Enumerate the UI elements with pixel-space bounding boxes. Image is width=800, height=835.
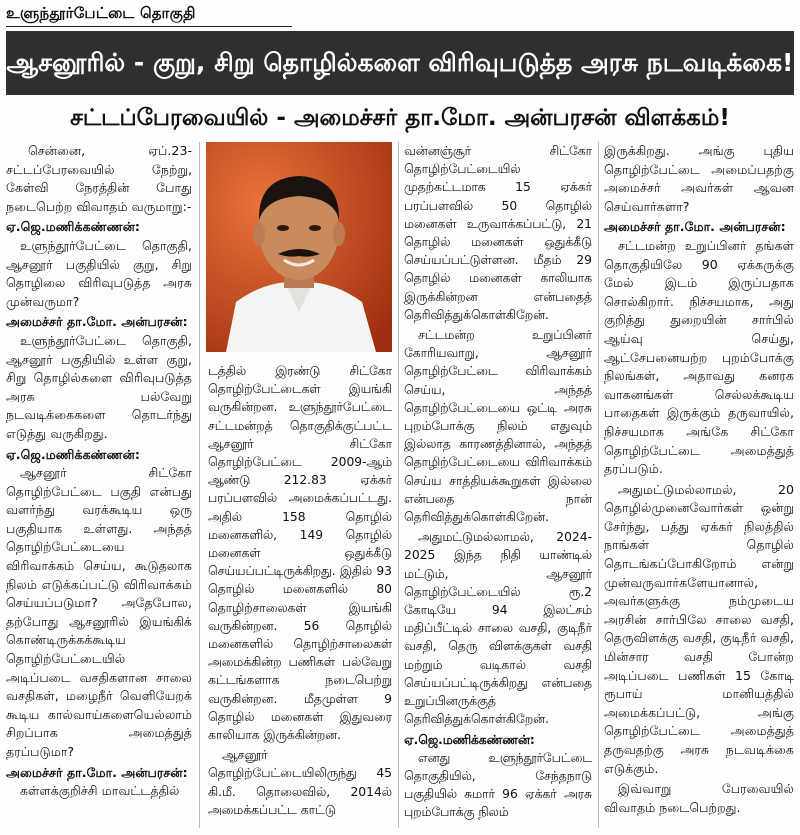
- paragraph: அதுமட்டுமல்லாமல், 2024-2025 இந்த நிதி யாண்டில் மட்டும், ஆசனூர் தொழிற்பேட்டையில் ரூ.2 கோடியே 94 இலட்சம் மதிப்பீட்டில் சாலை வசதி, குடிநீர் வசதி, தெரு விளக்குகள் வசதி மற்றும் வடிகால் வசதி செய்யப்பட்டிருக்கிறது என்பதை உறுப்பினருக்குத் தெரிவித்துக்கொள்கிறேன்.: [404, 530, 592, 727]
- speaker-label: ஏ.ஜெ.மணிக்கண்ணன்:: [6, 446, 140, 462]
- article-column-3: [404, 142, 592, 828]
- section-underline: [6, 26, 292, 27]
- paragraph: அதுமட்டுமல்லாமல், 20 தொழில்முனைவோர்கள் ஒன்று சேர்ந்து, பத்து ஏக்கர் நிலத்தில் நாங்கள் தொழில் தொடங்கப்போகிறோம் என்று முன்வருவார்களேயானால், அவர்களுக்கு நம்முடைய அரசின் சார்பிலே சாலை வசதி, தெருவிளக்கு வசதி, குடிநீர் வசதி, மின்சார வசதி போன்ற அடிப்படை பணிகள் 15 கோடி ரூபாய் மானியத்தில் அமைக்கப்பட்டு, அங்கு தொழிற்பேட்டை அமைத்துத் தருவதற்கு அரசு நடவடிக்கை எடுக்கும்.: [604, 481, 794, 776]
- paragraph: உளுந்தூர்பேட்டை தொகுதி, ஆசனூர் பகுதியில் உள்ள குறு, சிறு தொழில்களை விரிவுபடுத்த அரசு பல்வேறு நடவடிக்கைகளை தொடர்ந்து எடுத்து வருகிறது.: [6, 332, 192, 441]
- column-divider: [199, 142, 200, 828]
- article-column-1: [6, 142, 192, 828]
- subheadline: சட்டப்பேரவையில் - அமைச்சர் தா.மோ. அன்பரசன் விளக்கம்!: [70, 105, 730, 131]
- speaker-label: ஏ.ஜெ.மணிக்கண்ணன்:: [404, 732, 535, 747]
- portrait-illustration: [206, 142, 392, 352]
- paragraph: எனது உளுந்தூர்பேட்டை தொகுதியில், சேந்தநாடு பகுதியில் சுமார் 96 ஏக்கர் அரசு புறம்போக்கு நிலம்: [404, 750, 592, 820]
- paragraph: உளுந்தூர்பேட்டை தொகுதி, ஆசனூர் பகுதியில் குறு, சிறு தொழிலை விரிவுபடுத்த அரசு முன்வருமா?: [6, 237, 192, 309]
- paragraph: கள்ளக்குறிச்சி மாவட்டத்தில்: [20, 783, 180, 799]
- paragraph: இருக்கிறது. அங்கு புதிய தொழிற்பேட்டை அமைப்பதற்கு அமைச்சர் அவர்கள் ஆவன செய்வார்களா?: [604, 143, 794, 214]
- column-divider: [398, 142, 399, 828]
- article-column-2: [208, 362, 392, 828]
- paragraph: டத்தில் இரண்டு சிட்கோ தொழிற்பேட்டைகள் இயங்கி வருகின்றன. உளுந்தூர்பேட்டை சட்டமன்றத் தொகுதிக்குட்பட்ட ஆசனூர் சிட்கோ தொழிற்பேட்டை 2009-ஆம் ஆண்டு 212.83 ஏக்கர் பரப்பளவில் அமைக்கப்பட்டது. அதில் 158 தொழில் மனைகளில், 149 தொழில் மனைகள் ஒதுக்கீடு செய்யப்பட்டிருக்கிறது. இதில் 93 தொழில் மனைகளில் 80 தொழிற்சாலைகள் இயங்கி வருகின்றன. 56 தொழில் மனைகளில் தொழிற்சாலைகள் அமைக்கின்ற பணிகள் பல்வேறு கட்டங்களாக நடைபெற்று வருகின்றன. மீதமுள்ள 9 தொழில் மனைகள் இதுவரை காலியாக இருக்கின்றன.: [208, 364, 392, 743]
- speaker-label: அமைச்சர் தா.மோ. அன்பரசன்:: [604, 219, 786, 235]
- paragraph: சட்டமன்ற உறுப்பினர் தங்கள் தொகுதியிலே 90 ஏக்கருக்கு மேல் இடம் இருப்பதாக சொல்கிறார். நிச்சயமாக, அது குறித்து துறையின் சார்பில் ஆய்வு செய்து, ஆட்சேபனையற்ற புறம்போக்கு நிலங்கள், அதாவது கனரக வாகனங்கள் செல்லக்கூடிய பாதைகள் இருக்கும் தருவாயில், நிச்சயமாக அங்கே சிட்கோ தொழிற்பேட்டை அமைத்துத் தரப்படும்.: [604, 237, 794, 477]
- speaker-label: அமைச்சர் தா.மோ. அன்பரசன்:: [6, 764, 188, 780]
- paragraph: ஆசனூர் சிட்கோ தொழிற்பேட்டை பகுதி என்பது வளர்ந்து வரக்கூடிய ஒரு பகுதியாக உள்ளது. அந்தத் தொழிற்பேட்டையை விரிவாக்கம் செய்ய, கூடுதலாக நிலம் எடுக்கப்பட்டு விரிவாக்கம் செய்யப்படுமா? அதேபோல, தற்போது ஆசனூரில் இயங்கிக் கொண்டிருக்கக்கூடிய தொழிற்பேட்டையில் அடிப்படை வசதிகளான சாலை வசதிகள், மழைநீர் வெளியேறக் கூடிய கால்வாய்களையெல்லாம் சிறப்பாக அமைத்துத் தரப்படுமா?: [6, 465, 192, 759]
- speaker-label: ஏ.ஜெ.மணிக்கண்ணன்:: [6, 219, 140, 235]
- paragraph: ஆசனூர் தொழிற்பேட்டையிலிருந்து 45 கி.மீ. தொலைவில், 2014ல் அமைக்கப்பட்ட காட்டு: [208, 748, 392, 817]
- paragraph: வன்னஞ்சூர் சிட்கோ தொழிற்பேட்டையில் முதற்கட்டமாக 15 ஏக்கர் பரப்பளவில் 50 தொழில் மனைகள் உருவாக்கப்பட்டு, 21 தொழில் மனைகள் ஒதுக்கீடு செய்யப்பட்டுள்ளன. மீதம் 29 தொழில் மனைகள் காலியாக இருக்கின்றன என்பதைத் தெரிவித்துக்கொள்கிறேன்.: [404, 144, 592, 322]
- paragraph: இவ்வாறு பேரவையில் விவாதம் நடைபெற்றது.: [604, 781, 794, 815]
- article-column-4: [604, 142, 794, 828]
- speaker-label: அமைச்சர் தா.மோ. அன்பரசன்:: [6, 314, 188, 330]
- section-label: உளுந்தூர்பேட்டை தொகுதி: [6, 4, 196, 22]
- headline: ஆசனூரில் - குறு, சிறு தொழில்களை விரிவுபடுத்த அரசு நடவடிக்கை!: [6, 31, 794, 95]
- minister-photo: [206, 142, 392, 352]
- paragraph: சட்டமன்ற உறுப்பினர் கோரியவாறு, ஆசனூர் தொழிற்பேட்டை விரிவாக்கம் செய்ய, அந்தத் தொழிற்பேட்டையை ஒட்டி அரசு புறம்போக்கு நிலம் எதுவும் இல்லாத காரணத்தினால், அந்தத் தொழிற்பேட்டையை விரிவாக்கம் செய்ய சாத்தியக்கூறுகள் இல்லை என்பதை நான் தெரிவித்துக்கொள்கிறேன்.: [404, 328, 592, 525]
- column-divider: [598, 142, 599, 828]
- paragraph: சென்னை, ஏப்.23- சட்டப்பேரவையில் நேற்று, கேள்வி நேரத்தின் போது நடைபெற்ற விவாதம் வருமாறு:-: [6, 143, 192, 214]
